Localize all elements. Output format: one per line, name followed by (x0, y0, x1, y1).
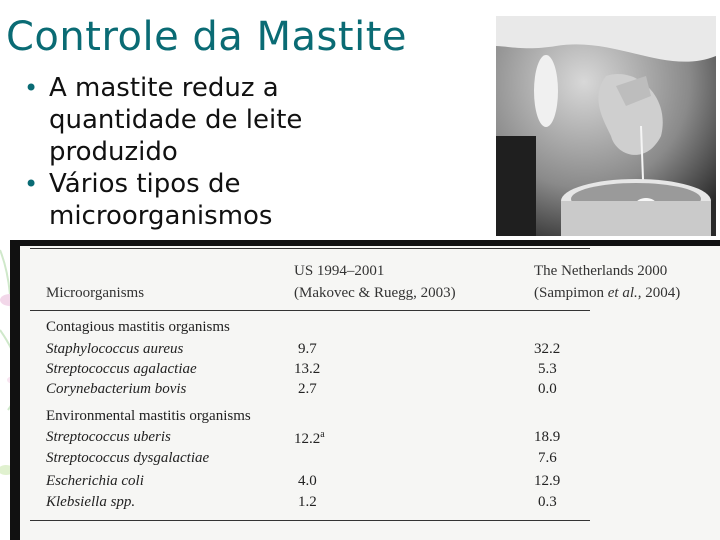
slide-title: Controle da Mastite (6, 14, 407, 60)
bullet-text: A mastite reduz a quantidade de leite produzido (49, 73, 303, 167)
bullet-list (24, 72, 354, 232)
bullet-item (24, 72, 354, 168)
table-top-rule (30, 248, 590, 249)
row-name: Staphylococcus aureus (46, 341, 184, 357)
row-us-value: 13.2 (294, 361, 321, 377)
row-us-value: 1.2 (298, 494, 317, 510)
bullet-icon: • (24, 74, 39, 102)
bullet-item (24, 168, 354, 232)
header-us-line1: US 1994–2001 (294, 263, 385, 279)
row-name: Streptococcus uberis (46, 429, 171, 445)
row-nl-value: 5.3 (538, 361, 557, 377)
row-nl-value: 32.2 (534, 341, 561, 357)
table-bottom-rule (30, 520, 590, 521)
row-name: Corynebacterium bovis (46, 381, 187, 397)
bullet-text: Vários tipos de microorganismos (49, 169, 273, 231)
header-nl-line1: The Netherlands 2000 (534, 263, 668, 279)
row-nl-value: 0.0 (538, 381, 557, 397)
row-us-value: 12.2$^a$ (294, 429, 325, 447)
row-us-value: 4.0 (298, 473, 317, 489)
table-header-rule (30, 310, 590, 311)
header-nl-line2: (Sampimon et al., 2004) (534, 285, 681, 301)
group-label-environmental: Environmental mastitis organisms (46, 408, 251, 424)
milking-photo (496, 16, 716, 236)
row-name: Escherichia coli (46, 473, 144, 489)
bullet-icon: • (24, 170, 39, 198)
row-nl-value: 7.6 (538, 450, 557, 466)
row-nl-value: 0.3 (538, 494, 557, 510)
header-us-line2: (Makovec & Ruegg, 2003) (294, 285, 456, 301)
group-label-contagious: Contagious mastitis organisms (46, 319, 230, 335)
row-nl-value: 12.9 (534, 473, 561, 489)
row-name: Streptococcus dysgalactiae (46, 450, 210, 466)
header-microorganisms: Microorganisms (46, 285, 145, 301)
row-us-value: 9.7 (298, 341, 317, 357)
row-us-value: 2.7 (298, 381, 317, 397)
row-name: Streptococcus agalactiae (46, 361, 197, 377)
row-name: Klebsiella spp. (46, 494, 136, 510)
microorganisms-table (10, 240, 720, 540)
row-nl-value: 18.9 (534, 429, 561, 445)
table-paper (20, 246, 720, 540)
